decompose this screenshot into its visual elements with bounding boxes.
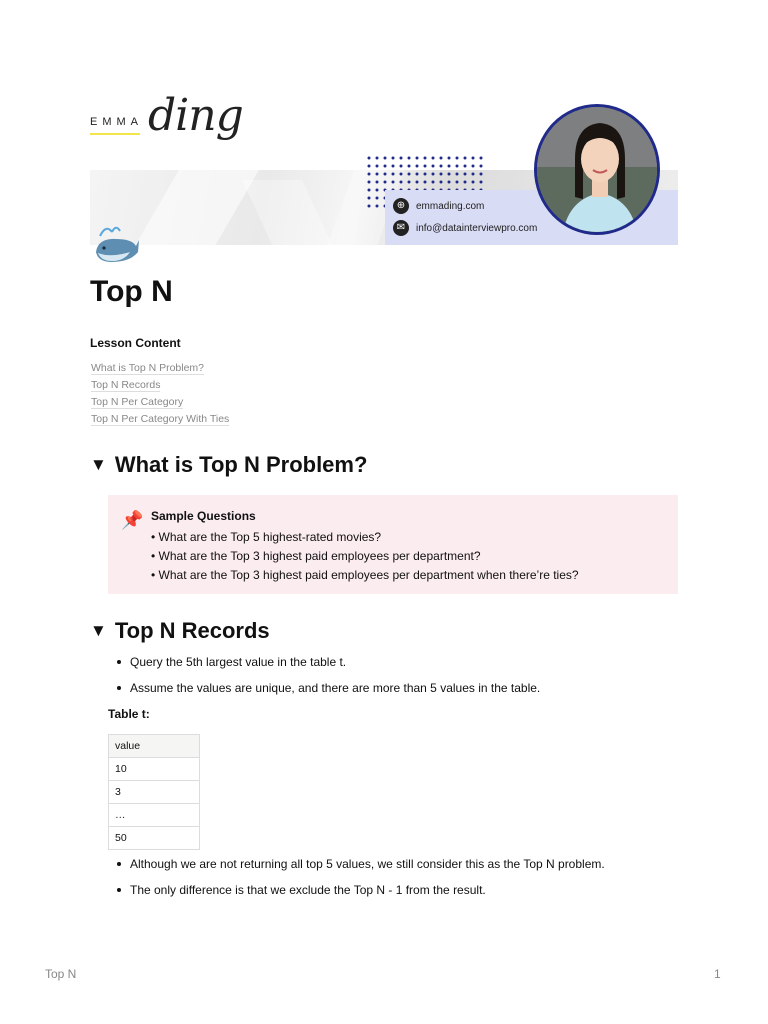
section-title: Top N Records: [114, 618, 270, 643]
list-item: Although we are not returning all top 5 values, we still consider this as the Top N problem.: [130, 857, 605, 883]
email-contact: [393, 219, 537, 237]
table-row: [109, 827, 200, 850]
website-text: emmading.com: [416, 200, 485, 212]
callout-list: [151, 528, 579, 585]
table-label: Table t:: [108, 707, 150, 721]
list-item: The only difference is that we exclude the Top N - 1 from the result.: [130, 883, 605, 909]
table-cell: …: [109, 804, 200, 827]
logo-ding-script: ding: [148, 90, 243, 141]
section-what-is-top-n-heading[interactable]: [90, 452, 367, 478]
toc-heading: Lesson Content: [90, 336, 181, 350]
list-item: • What are the Top 5 highest-rated movies?: [151, 530, 382, 544]
globe-icon: ⊕: [393, 198, 409, 214]
email-text: info@datainterviewpro.com: [416, 222, 538, 234]
author-avatar: [534, 104, 660, 235]
list-item: Query the 5th largest value in the table t.: [130, 655, 540, 681]
table-row: [109, 804, 200, 827]
section-title: What is Top N Problem?: [114, 452, 368, 477]
sample-questions-callout: [108, 495, 678, 594]
values-table: [108, 734, 200, 850]
section-top-n-records-heading[interactable]: [90, 618, 270, 644]
brand-logo: [90, 90, 243, 162]
list-item: • What are the Top 3 highest paid employees per department?: [151, 549, 481, 563]
column-header: value: [109, 735, 200, 758]
logo-underline: [90, 133, 140, 135]
toggle-triangle-icon[interactable]: ▼: [90, 621, 107, 640]
table-cell: 50: [109, 827, 200, 850]
toc-link-top-n-per-category[interactable]: Top N Per Category: [91, 396, 184, 408]
bullet-list-top: [130, 655, 540, 707]
pushpin-icon: 📌: [121, 510, 144, 530]
page-title: Top N: [90, 275, 173, 308]
website-contact: [393, 197, 484, 215]
table-header-row: [109, 735, 200, 758]
toc-link-top-n-records[interactable]: Top N Records: [91, 379, 161, 391]
table-cell: 3: [109, 781, 200, 804]
table-row: [109, 781, 200, 804]
toc-link-what-is-top-n[interactable]: What is Top N Problem?: [91, 362, 205, 374]
table-cell: 10: [109, 758, 200, 781]
toggle-triangle-icon[interactable]: ▼: [90, 455, 107, 474]
table-row: [109, 758, 200, 781]
list-item: • What are the Top 3 highest paid employees per department when there’re ties?: [151, 568, 579, 582]
logo-emma-text: EMMA: [90, 116, 143, 128]
mail-icon: ✉: [393, 220, 409, 236]
callout-title: Sample Questions: [151, 509, 256, 523]
toc-link-top-n-per-category-ties[interactable]: Top N Per Category With Ties: [91, 413, 230, 425]
footer-title: Top N: [45, 967, 77, 981]
list-item: Assume the values are unique, and there are more than 5 values in the table.: [130, 681, 540, 707]
whale-emoji: [92, 222, 140, 266]
page-number: 1: [714, 967, 721, 981]
table-of-contents: [91, 362, 229, 430]
bullet-list-bottom: [130, 857, 605, 909]
